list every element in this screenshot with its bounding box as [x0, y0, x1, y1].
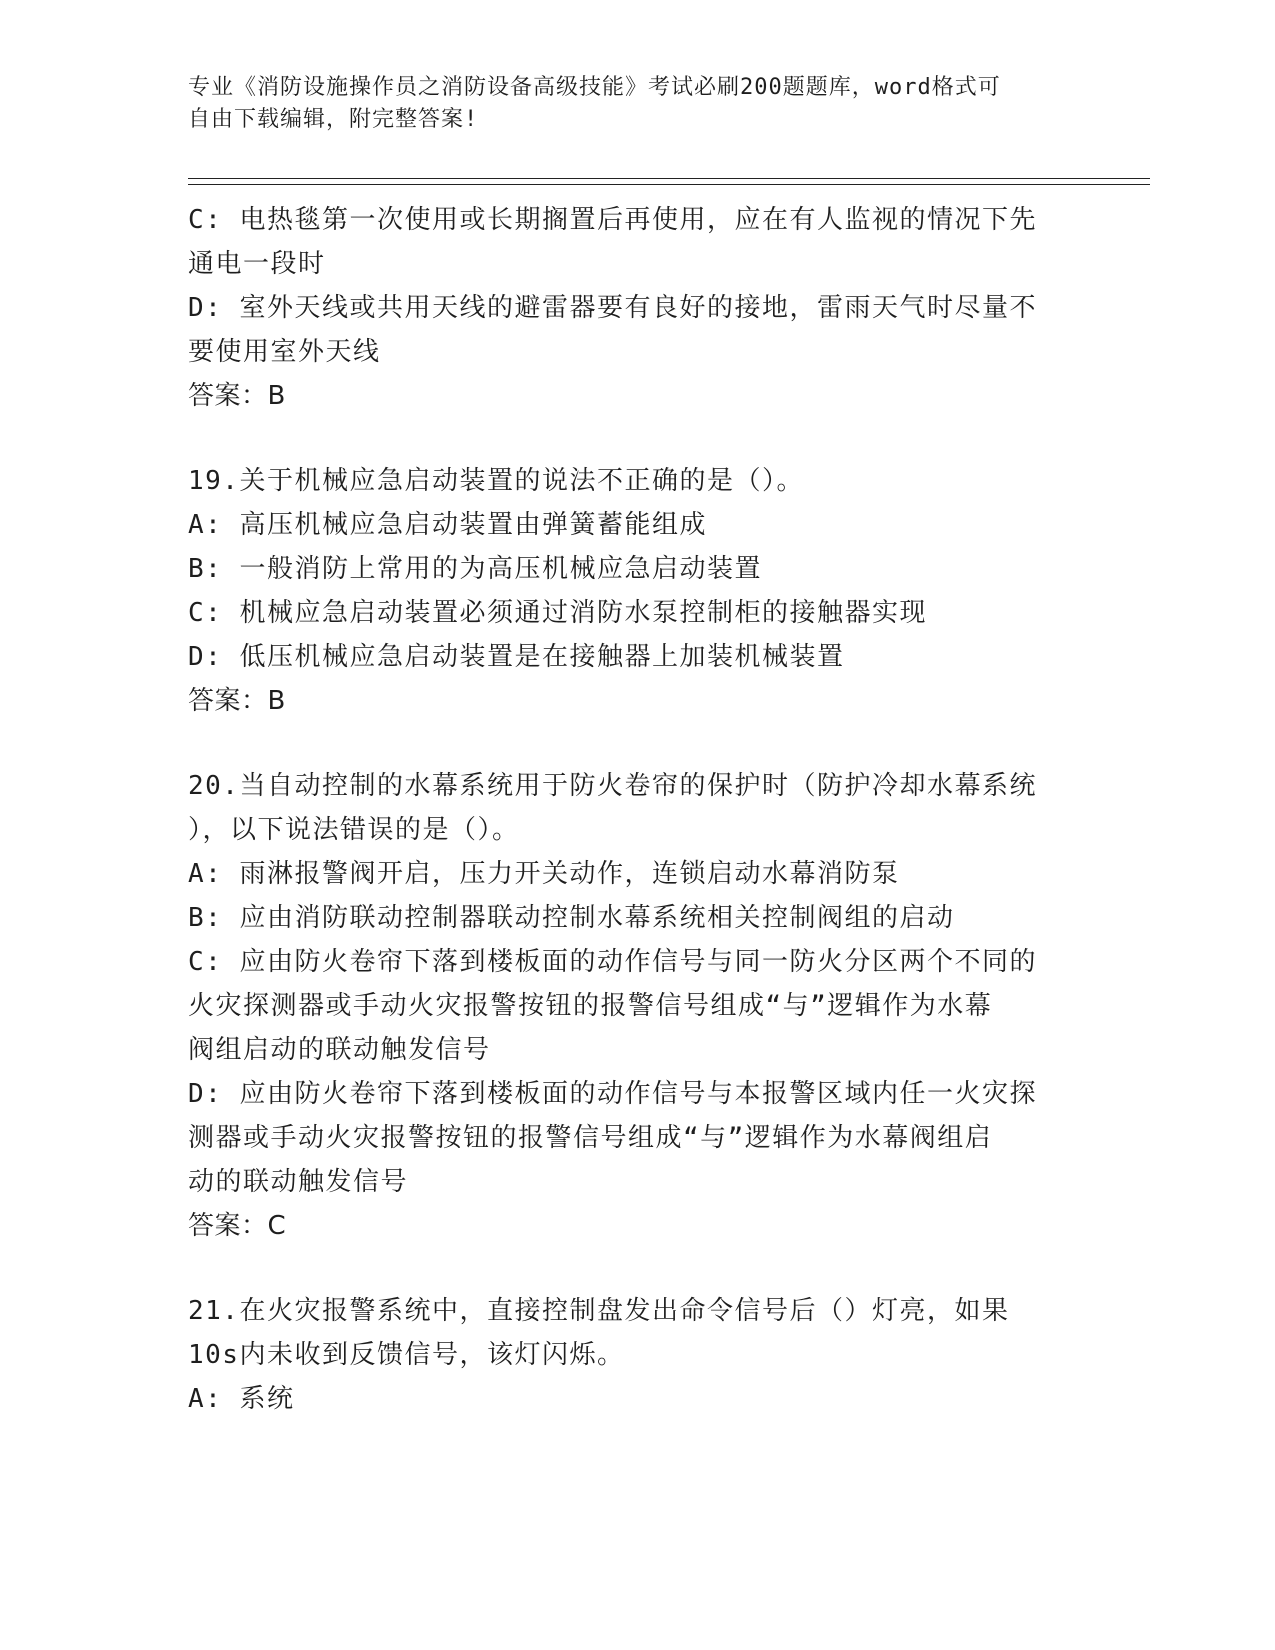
- q18-answer: 答案：B: [188, 381, 286, 411]
- q21-question-line2: 10s内未收到反馈信号，该灯闪烁。: [188, 1340, 625, 1370]
- q18-option-d-line1: D: 室外天线或共用天线的避雷器要有良好的接地，雷雨天气时尽量不: [188, 293, 1037, 323]
- q20-option-c-line2: 火灾探测器或手动火灾报警按钮的报警信号组成“与”逻辑作为水幕: [188, 991, 993, 1021]
- q21-option-a: A: 系统: [188, 1384, 295, 1414]
- q18-option-c-line1: C: 电热毯第一次使用或长期搁置后再使用，应在有人监视的情况下先: [188, 205, 1037, 235]
- q20-question-line2: ），以下说法错误的是（）。: [188, 815, 520, 845]
- q19-option-c: C: 机械应急启动装置必须通过消防水泵控制柜的接触器实现: [188, 598, 927, 628]
- q19-question: 19.关于机械应急启动装置的说法不正确的是（）。: [188, 466, 804, 496]
- q20-option-a: A: 雨淋报警阀开启，压力开关动作，连锁启动水幕消防泵: [188, 859, 900, 889]
- document-header: [188, 72, 1068, 136]
- q21-question-line1: 21.在火灾报警系统中，直接控制盘发出命令信号后（）灯亮，如果: [188, 1296, 1010, 1326]
- q20-answer: 答案：C: [188, 1211, 287, 1241]
- header-divider-bottom: [188, 184, 1150, 185]
- header-divider-top: [188, 178, 1150, 179]
- q20-option-d-line3: 动的联动触发信号: [188, 1167, 409, 1197]
- header-line-1: 专业《消防设施操作员之消防设备高级技能》考试必刷200题题库，word格式可: [188, 75, 1001, 100]
- q20-option-b: B: 应由消防联动控制器联动控制水幕系统相关控制阀组的启动: [188, 903, 955, 933]
- q19-answer: 答案：B: [188, 686, 286, 716]
- q20-option-d-line1: D: 应由防火卷帘下落到楼板面的动作信号与本报警区域内任一火灾探: [188, 1079, 1037, 1109]
- q19-option-a: A: 高压机械应急启动装置由弹簧蓄能组成: [188, 510, 707, 540]
- q20-option-d-line2: 测器或手动火灾报警按钮的报警信号组成“与”逻辑作为水幕阀组启: [188, 1123, 993, 1153]
- q18-option-c-line2: 通电一段时: [188, 249, 326, 279]
- q18-option-d-line2: 要使用室外天线: [188, 337, 381, 367]
- header-line-2: 自由下载编辑，附完整答案!: [188, 107, 479, 132]
- q20-option-c-line3: 阀组启动的联动触发信号: [188, 1035, 491, 1065]
- q19-option-b: B: 一般消防上常用的为高压机械应急启动装置: [188, 554, 762, 584]
- q20-question-line1: 20.当自动控制的水幕系统用于防火卷帘的保护时（防护冷却水幕系统: [188, 771, 1037, 801]
- q19-option-d: D: 低压机械应急启动装置是在接触器上加装机械装置: [188, 642, 845, 672]
- q20-option-c-line1: C: 应由防火卷帘下落到楼板面的动作信号与同一防火分区两个不同的: [188, 947, 1037, 977]
